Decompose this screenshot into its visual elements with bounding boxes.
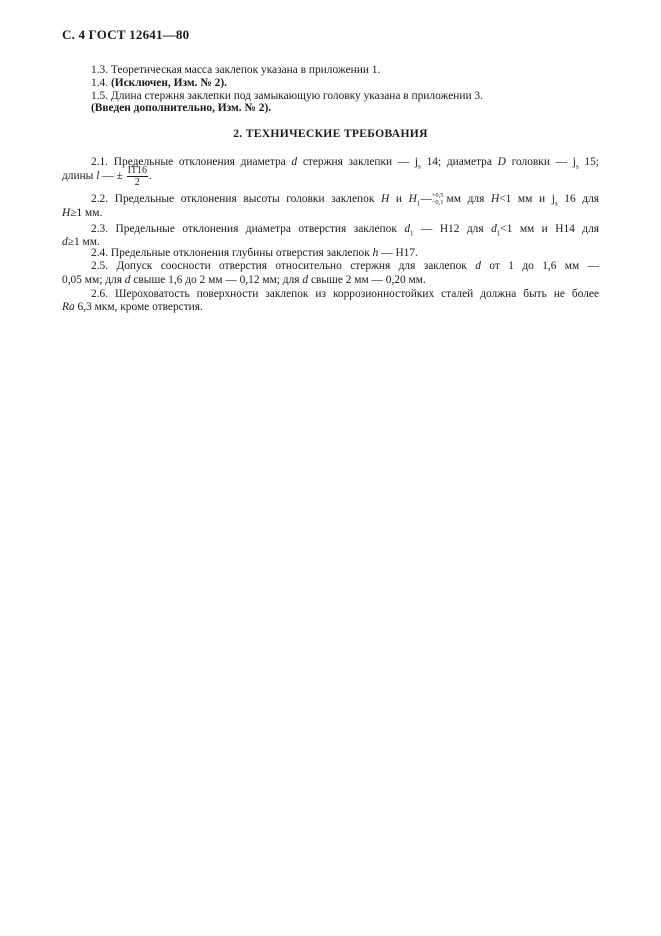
clause-2-3-line-1: 2.3. Предельные отклонения диаметра отверстия заклепок $d_1$ — Н12 для $d_1<1$ мм и Н14 для bbox=[91, 223, 600, 238]
clause-2-4: 2.4. Предельные отклонения глубины отверстия заклепок h — Н17. bbox=[91, 247, 418, 259]
tolerance-fraction: $\frac{IT16}{2}$ bbox=[127, 164, 148, 188]
clause-2-6-line-1: 2.6. Шероховатость поверхности заклепок из коррозионностойких сталей должна быть не более bbox=[91, 288, 599, 300]
page-header: С. 4 ГОСТ 12641—80 bbox=[62, 27, 190, 42]
clause-2-5-line-2: 0,05 мм; для d свыше 1,6 до 2 мм — 0,12 мм; для d свыше 2 мм — 0,20 мм. bbox=[62, 274, 426, 286]
clause-1-4 bbox=[91, 76, 227, 90]
clause-1-5: 1.5. Длина стержня заклепки под замыкающую головку указана в приложении 3. bbox=[91, 90, 483, 102]
clause-2-6-line-2: Ra 6,3 мкм, кроме отверстия. bbox=[62, 301, 203, 313]
clause-2-1-line-2: длины l — ± $\frac{IT16}{2}$ . bbox=[62, 164, 152, 188]
clause-1-4-number: 1.4. bbox=[91, 77, 109, 89]
clause-2-3-line-2: d≥1 мм. bbox=[62, 236, 100, 248]
clause-2-2-line-1: 2.2. Предельные отклонения высоты головки заклепок H и $H_1—$ +0,5 −0,1 мм для H<1 мм и $j_s$ 16 для bbox=[91, 192, 599, 208]
clause-2-5-line-1: 2.5. Допуск соосности отверстия относительно стержня для заклепок d от 1 до 1,6 мм — bbox=[91, 260, 599, 272]
height-tolerance: +0,5 −0,1 bbox=[431, 192, 444, 207]
clause-2-2-line-2: H≥1 мм. bbox=[62, 207, 103, 219]
clause-1-3: 1.3. Теоретическая масса заклепок указана в приложении 1. bbox=[91, 64, 381, 76]
clause-1-4-text: (Исключен, Изм. № 2). bbox=[110, 77, 227, 89]
clause-2-1-line-1: 2.1. Предельные отклонения диаметра d стержня заклепки — $j_s$ 14; диаметра D головки — $j_s$ 15; bbox=[91, 156, 599, 171]
section-title: 2. ТЕХНИЧЕСКИЕ ТРЕБОВАНИЯ bbox=[233, 127, 428, 140]
clause-1-5-note: (Введен дополнительно, Изм. № 2). bbox=[91, 102, 272, 114]
